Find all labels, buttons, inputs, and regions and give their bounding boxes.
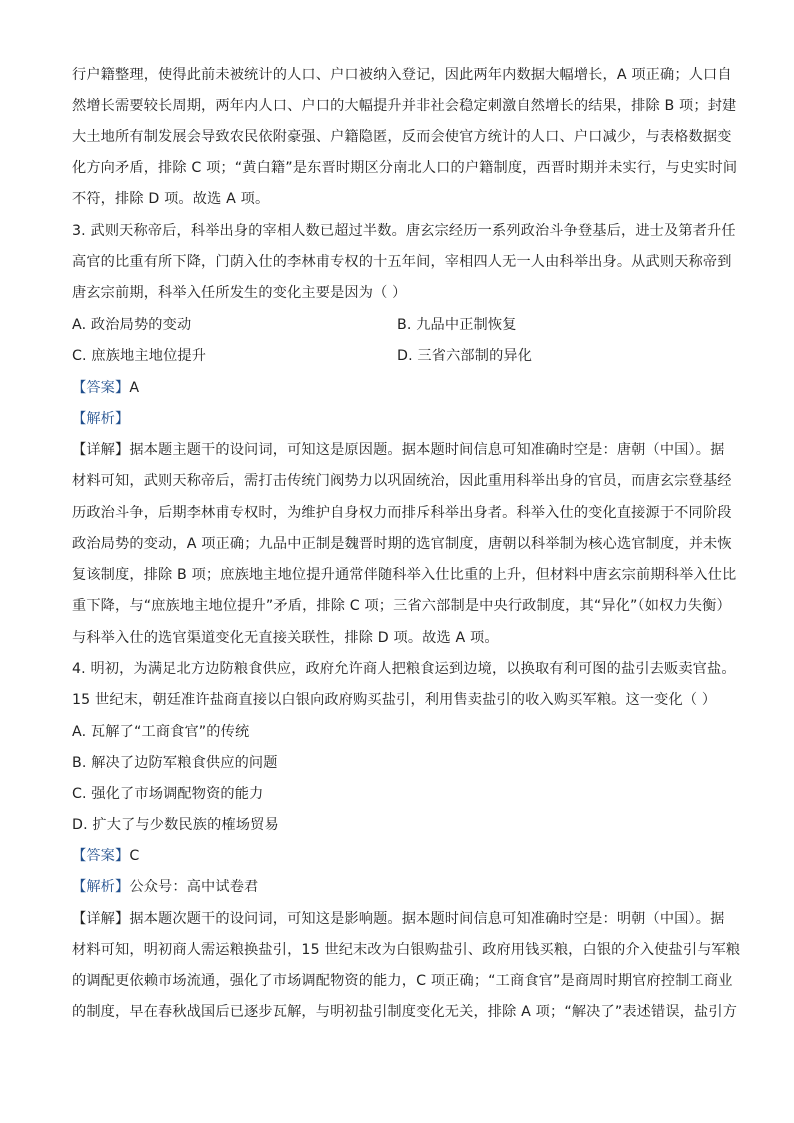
paragraph-line: 行户籍整理，使得此前未被统计的人口、户口被纳入登记，因此两年内数据大幅增长，A 项正确；人口自 — [72, 67, 732, 83]
question-3-detail: 政治局势的变动，A 项正确；九品中正制是魏晋时期的选官制度，唐朝以科举制为核心选官制度，并未恢 — [72, 536, 732, 552]
question-4-detail: 的调配更依赖市场流通，强化了市场调配物资的能力，C 项正确；“工商食官”是商周时期官府控制工商业 — [72, 973, 733, 989]
paragraph-line: 大土地所有制发展会导致农民依附豪强、户籍隐匿，反而会使官方统计的人口、户口减少，与表格数据变 — [72, 129, 732, 145]
paragraph-line: 不符，排除 D 项。故选 A 项。 — [72, 191, 270, 207]
question-4-option-b: B. 解决了边防军粮食供应的问题 — [72, 755, 278, 771]
paragraph-line: 化方向矛盾，排除 C 项；“黄白籍”是东晋时期区分南北人口的户籍制度，西晋时期并未实行，与史实时间 — [72, 160, 738, 176]
question-3-option-d: D. 三省六部制的异化 — [397, 348, 533, 364]
question-4-detail: 材料可知，明初商人需运粮换盐引，15 世纪末改为白银购盐引、政府用钱买粮，白银的介入使盐引与军粮 — [72, 942, 741, 958]
analysis-label: 【解析】 — [72, 411, 130, 427]
question-4-stem: 4. 明初，为满足北方边防粮食供应，政府允许商人把粮食运到边境，以换取有利可图的盐引去贩卖官盐。 — [72, 661, 736, 677]
question-3-detail: 重下降，与“庶族地主地位提升”矛盾，排除 C 项；三省六部制是中央行政制度，其“异化”（如权力失衡） — [72, 598, 731, 614]
answer-value: A — [129, 380, 140, 396]
question-3-option-c: C. 庶族地主地位提升 — [72, 348, 207, 364]
question-4-detail: 【详解】据本题次题干的设问词，可知这是影响题。据本题时间信息可知准确时空是：明朝（中国）。据 — [72, 911, 725, 927]
question-4-answer — [72, 846, 722, 866]
question-3-option-a: A. 政治局势的变动 — [72, 317, 192, 333]
question-3-option-b: B. 九品中正制恢复 — [397, 317, 517, 333]
analysis-label: 【解析】 — [72, 879, 130, 895]
question-4-stem: 15 世纪末，朝廷准许盐商直接以白银向政府购买盐引，利用售卖盐引的收入购买军粮。这一变化（ ） — [72, 692, 717, 708]
answer-label: 【答案】 — [72, 848, 130, 864]
question-3-answer — [72, 378, 722, 398]
question-3-detail: 历政治斗争，后期李林甫专权时，为维护自身权力而排斥科举出身者。科举入仕的变化直接源于不同阶段 — [72, 505, 732, 521]
analysis-note: 公众号：高中试卷君 — [129, 879, 259, 895]
question-3-detail: 【详解】据本题主题干的设问词，可知这是原因题。据本题时间信息可知准确时空是：唐朝（中国）。据 — [72, 442, 725, 458]
question-3-detail: 材料可知，武则天称帝后，需打击传统门阀势力以巩固统治，因此重用科举出身的官员，而唐玄宗登基经 — [72, 473, 732, 489]
question-3-detail: 复该制度，排除 B 项；庶族地主地位提升通常伴随科举入仕比重的上升，但材料中唐玄宗前期科举入仕比 — [72, 567, 737, 583]
question-4-option-c: C. 强化了市场调配物资的能力 — [72, 786, 264, 802]
question-3-stem: 高官的比重有所下降，门荫入仕的李林甫专权的十五年间，宰相四人无一人由科举出身。从武则天称帝到 — [72, 254, 732, 270]
question-3-stem: 唐玄宗前期，科举入任所发生的变化主要是因为（ ） — [72, 285, 407, 301]
answer-label: 【答案】 — [72, 380, 130, 396]
question-4-detail: 的制度，早在春秋战国后已逐步瓦解，与明初盐引制度变化无关，排除 A 项；“解决了”表述错误，盐引方 — [72, 1004, 738, 1020]
question-4-option-a: A. 瓦解了“工商食官”的传统 — [72, 724, 250, 740]
paragraph-line: 然增长需要较长周期，两年内人口、户口的大幅提升并非社会稳定刺激自然增长的结果，排除 B 项；封建 — [72, 98, 737, 114]
question-4-option-d: D. 扩大了与少数民族的榷场贸易 — [72, 817, 279, 833]
answer-value: C — [129, 848, 140, 864]
question-3-stem: 3. 武则天称帝后，科举出身的宰相人数已超过半数。唐玄宗经历一系列政治斗争登基后，进士及第者升任 — [72, 223, 736, 239]
question-4-analysis — [72, 877, 722, 897]
question-3-analysis — [72, 409, 722, 429]
question-3-detail: 与科举入仕的选官渠道变化无直接关联性，排除 D 项。故选 A 项。 — [72, 630, 499, 646]
